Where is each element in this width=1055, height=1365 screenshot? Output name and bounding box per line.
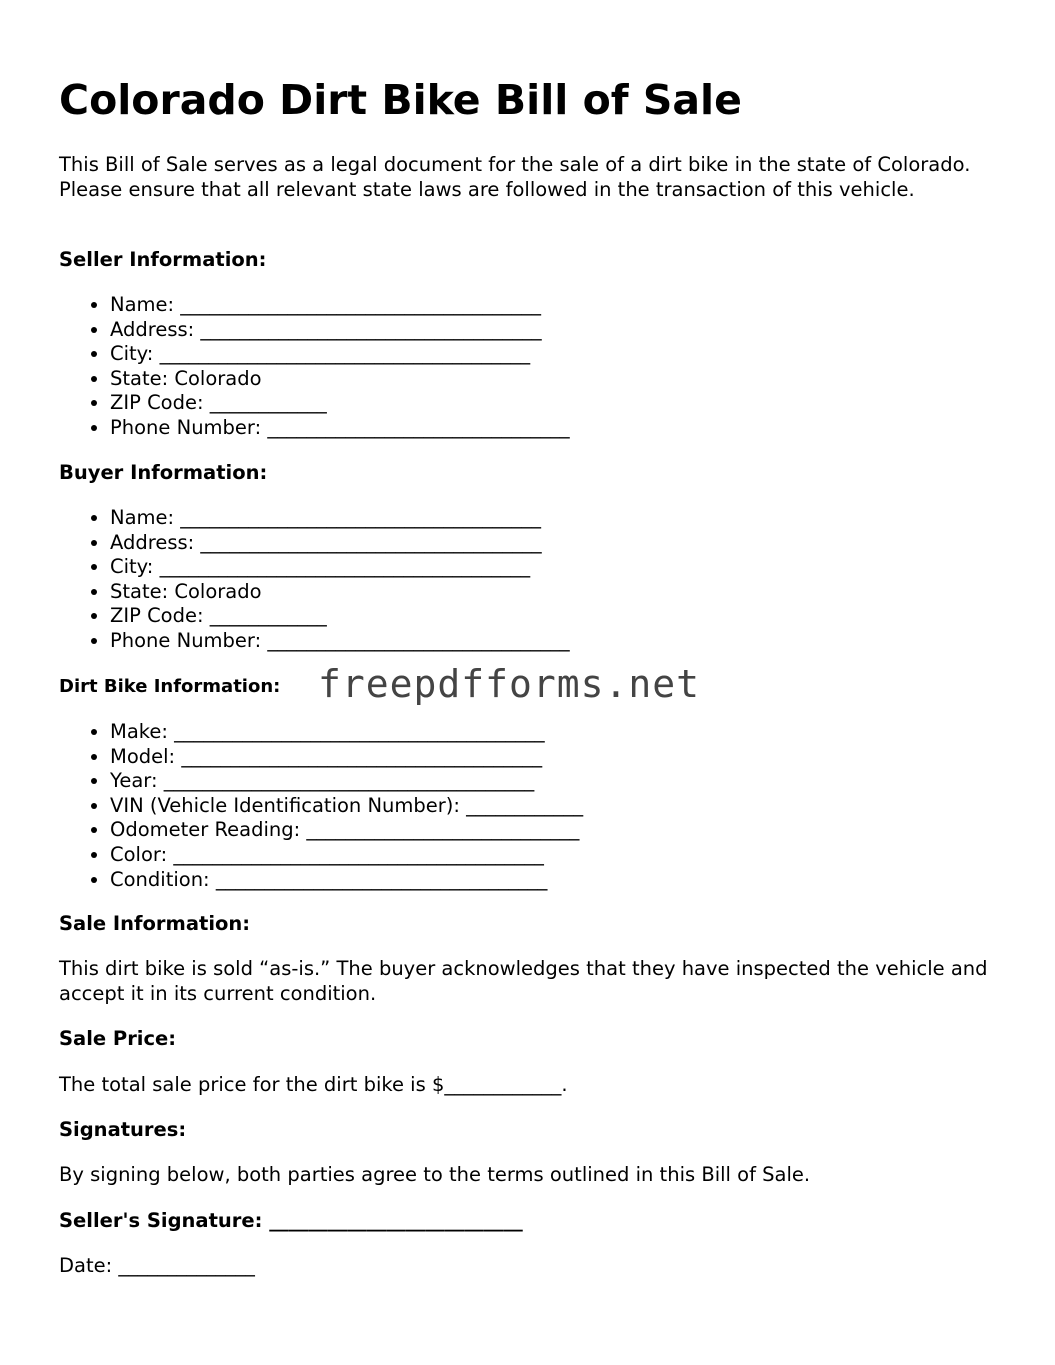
seller-signature-field[interactable]: Seller's Signature: __________________________ [59,1209,523,1232]
seller-phone-field[interactable]: • Phone Number: _______________________________ [110,416,570,441]
intro-paragraph: This Bill of Sale serves as a legal document for the sale of a dirt bike in the state of Colorado. Please ensure that all relevant state laws are followed in the transaction of this vehicle. [59,153,971,201]
bike-year-field[interactable]: • Year: ______________________________________ [110,769,583,794]
seller-state: • State: Colorado [110,367,570,392]
signatures-text: By signing below, both parties agree to the terms outlined in this Bill of Sale. [59,1163,811,1186]
seller-zip-field[interactable]: • ZIP Code: ____________ [110,391,570,416]
buyer-state: • State: Colorado [110,580,570,605]
sale-info-heading: Sale Information: [59,912,251,935]
buyer-phone-field[interactable]: • Phone Number: _______________________________ [110,629,570,654]
buyer-name-field[interactable]: • Name: _____________________________________ [110,506,570,531]
bike-odometer-field[interactable]: • Odometer Reading: ____________________________ [110,818,583,843]
sale-info-text: This dirt bike is sold “as-is.” The buyer acknowledges that they have inspected the vehicle and accept it in its current condition. [59,957,988,1005]
bike-make-field[interactable]: • Make: ______________________________________ [110,720,583,745]
sale-price-heading: Sale Price: [59,1027,177,1050]
buyer-list [59,506,570,654]
signatures-heading: Signatures: [59,1118,187,1141]
watermark: freepdfforms.net [318,662,701,706]
seller-name-field[interactable]: • Name: _____________________________________ [110,293,570,318]
bike-list [59,720,583,892]
buyer-city-field[interactable]: • City: ______________________________________ [110,555,570,580]
seller-list [59,293,570,441]
seller-city-field[interactable]: • City: ______________________________________ [110,342,570,367]
bike-condition-field[interactable]: • Condition: __________________________________ [110,868,583,893]
bike-color-field[interactable]: • Color: ______________________________________ [110,843,583,868]
bike-heading: Dirt Bike Information: [59,676,281,697]
date-field[interactable]: Date: ______________ [59,1254,255,1277]
buyer-address-field[interactable]: • Address: ___________________________________ [110,531,570,556]
bike-model-field[interactable]: • Model: _____________________________________ [110,745,583,770]
buyer-heading: Buyer Information: [59,461,268,484]
buyer-zip-field[interactable]: • ZIP Code: ____________ [110,604,570,629]
document-title: Colorado Dirt Bike Bill of Sale [59,76,742,124]
sale-price-field[interactable]: The total sale price for the dirt bike is $____________. [59,1073,568,1096]
seller-address-field[interactable]: • Address: ___________________________________ [110,318,570,343]
bike-vin-field[interactable]: • VIN (Vehicle Identification Number): ____________ [110,794,583,819]
seller-heading: Seller Information: [59,248,267,271]
